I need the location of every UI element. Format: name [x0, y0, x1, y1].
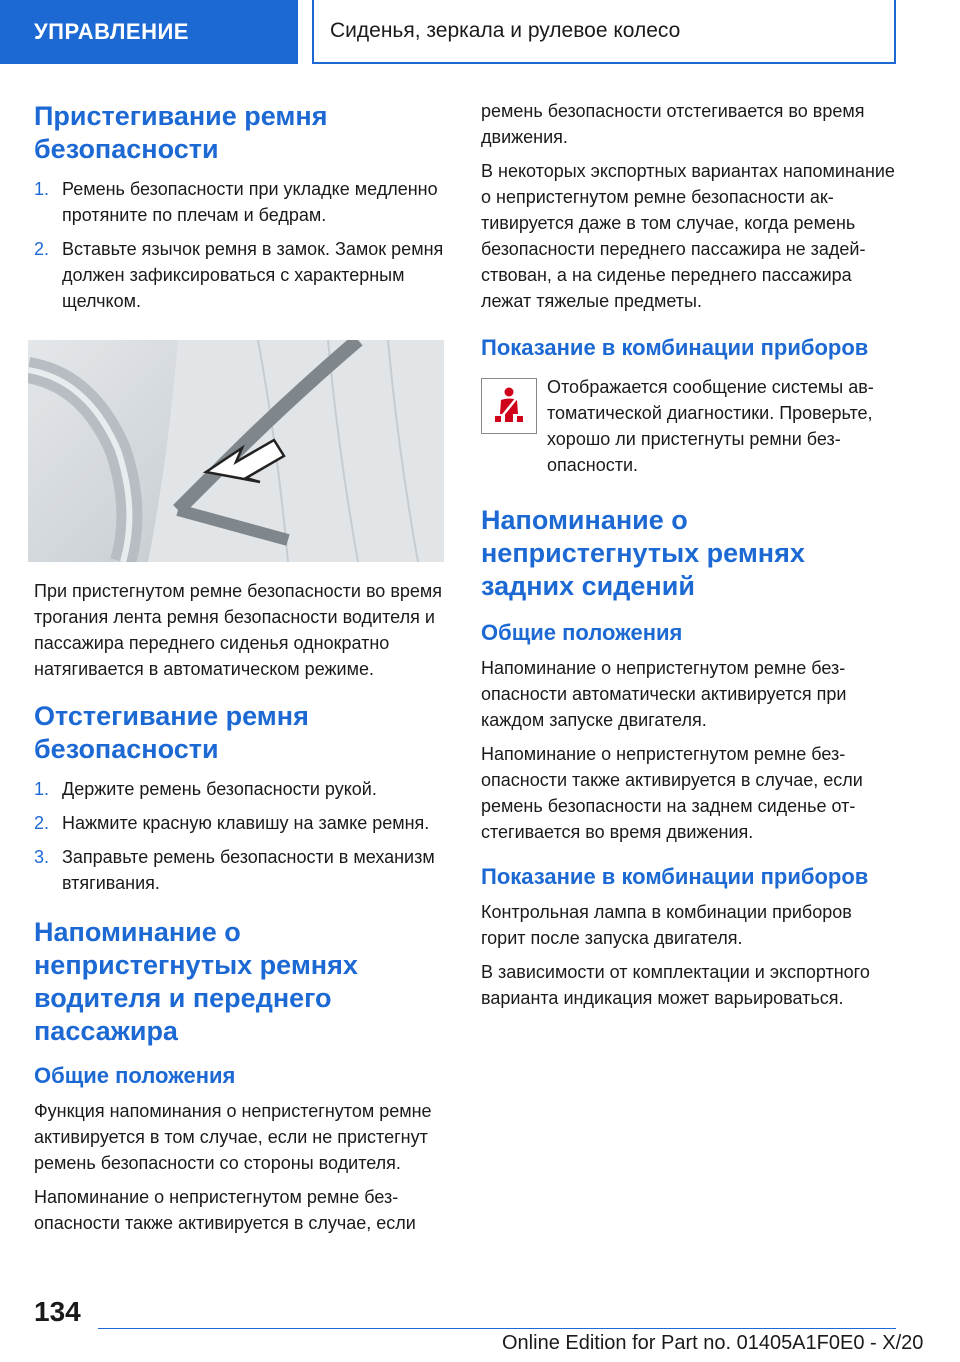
list-item: [34, 844, 444, 896]
seatbelt-photo: [28, 340, 444, 562]
unfasten-steps: [34, 776, 444, 896]
page-number: 134: [34, 1296, 81, 1327]
step-text: Заправьте ремень безопасности в механизм втягивания.: [62, 847, 435, 893]
unfasten-heading: Отстегивание ремня безопасности: [34, 701, 309, 764]
rear-paragraph-3: Контрольная лампа в комбинации приборов горит после запуска двигателя.: [481, 902, 852, 948]
reminder-heading: Напоминание о непристегнутых ремнях водителя и переднего пассажира: [34, 917, 358, 1046]
general-paragraph-1: Функция напоминания о непристегнутом ремне активируется в том случае, если не пристегнут ремень безопасности со стороны водителя.: [34, 1101, 432, 1173]
list-item: [34, 776, 444, 802]
header-section-tab: [0, 0, 298, 64]
rear-display-heading: Показание в комбинации приборов: [481, 864, 869, 889]
seatbelt-warning-icon: [481, 378, 537, 434]
rear-paragraph-2: Напоминание о непристегнутом ремне безопасности также активируется в случае, если ремень безопасности на заднем сиденье отстегивается во время движения.: [481, 744, 863, 842]
list-item: [34, 810, 444, 836]
general-heading: Общие положения: [34, 1063, 236, 1088]
step-text: Нажмите красную клавишу на замке ремня.: [62, 813, 430, 833]
list-item: [34, 236, 444, 314]
display-heading: Показание в комбинации приборов: [481, 335, 869, 360]
list-item: [34, 176, 444, 228]
step-number: 3.: [34, 847, 50, 867]
step-text: Вставьте язычок ремня в замок. Замок ремня должен зафиксироваться с характерным щелчком.: [62, 239, 444, 311]
step-number: 1.: [34, 179, 50, 199]
right-column: [481, 98, 901, 1019]
continued-paragraph-1: ремень безопасности отстегивается во время движения.: [481, 101, 865, 147]
continued-paragraph-2: В некоторых экспортных вариантах напоминание о непристегнутом ремне безопасности активируется даже в том случае, когда ремень безопасности переднего пассажира не задействован, а на сиденье переднего пассажира лежат тяжелые предметы.: [481, 161, 895, 311]
footer-edition: Online Edition for Part no. 01405A1F0E0 - X/20: [502, 1332, 924, 1354]
rear-paragraph-1: Напоминание о непристегнутом ремне безопасности автоматически активируется при каждом запуске двигателя.: [481, 658, 847, 730]
step-number: 2.: [34, 813, 50, 833]
display-row: [481, 374, 901, 478]
fasten-steps: [34, 176, 444, 314]
left-column: [34, 100, 444, 1244]
after-photo-text: При пристегнутом ремне безопасности во время трогания лента ремня безопасности водителя и пассажира переднего сиденья однократно натягивается в автоматическом режиме.: [34, 581, 443, 679]
rear-heading: Напоминание о непристегнутых ремнях задних сидений: [481, 505, 805, 601]
rear-general-heading: Общие положения: [481, 620, 683, 645]
step-number: 2.: [34, 239, 50, 259]
header-title: Сиденья, зеркала и рулевое колесо: [330, 19, 681, 42]
header-section-label: УПРАВЛЕНИЕ: [34, 19, 189, 44]
step-text: Держите ремень безопасности рукой.: [62, 779, 377, 799]
step-text: Ремень безопасности при укладке медленно протяните по плечам и бедрам.: [62, 179, 438, 225]
fasten-heading: Пристегивание ремня безопасности: [34, 101, 328, 164]
rear-paragraph-4: В зависимости от комплектации и экспортного варианта индикация может варьироваться.: [481, 962, 870, 1008]
step-number: 1.: [34, 779, 50, 799]
general-paragraph-2: Напоминание о непристегнутом ремне безопасности также активируется в случае, если: [34, 1187, 416, 1233]
header-title-box: [312, 0, 896, 64]
display-text: Отображается сообщение системы автоматической диагностики. Проверьте, хорошо ли пристегнуты ремни безопасности.: [547, 377, 874, 475]
footer-divider: [98, 1328, 896, 1329]
